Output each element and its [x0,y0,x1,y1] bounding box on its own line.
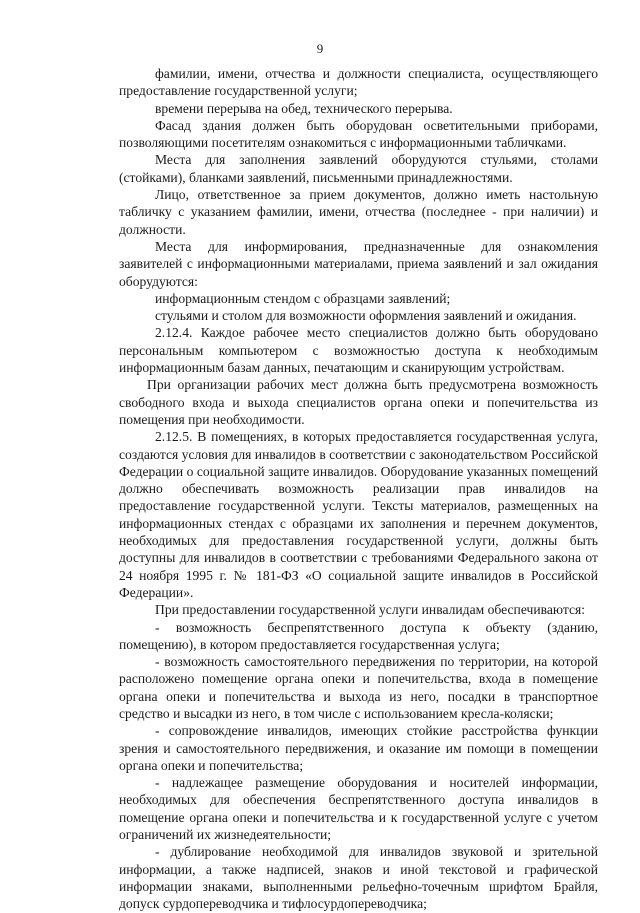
paragraph-list-item-1: фамилии, имени, отчества и должности специалиста, осуществляющего предоставление государственной услуги; [119,66,598,99]
paragraph-responsible-person: Лицо, ответственное за прием документов, должно иметь настольную табличку с указанием фамилии, имени, отчества (последнее - при наличии) и должности. [119,187,598,237]
paragraph-bullet-duplication: - дублирование необходимой для инвалидов звуковой и зрительной информации, а также надписей, знаков и иной текстовой и графической информации знаками, выполненными рельефно-точечным шрифтом Брайля, допуск сурдопереводчика и тифлосурдопереводчика; [119,844,598,912]
paragraph-disabled-provision: При предоставлении государственной услуги инвалидам обеспечиваются: [155,602,586,618]
paragraph-bullet-movement: - возможность самостоятельного передвижения по территории, на которой расположено помещение органа опеки и попечительства, входа в помещение органа опеки и попечительства и выхода из него, посадки в транспортное средство и высадки из него, в том числе с использованием кресла-коляски; [119,654,598,721]
paragraph-bullet-access: - возможность беспрепятственного доступа к объекту (зданию, помещению), в котором предоставляется государственная услуга; [119,619,598,652]
paragraph-bullet-equipment: - надлежащее размещение оборудования и носителей информации, необходимых для обеспечения беспрепятственного доступа инвалидов в помещение органа опеки и попечительства и к государственной услуге с учетом ограничений их жизнедеятельности; [119,775,598,843]
paragraph-2-12-5: 2.12.5. В помещениях, в которых предоставляется государственная услуга, создаются условия для инвалидов в соответствии с законодательством Российской Федерации о социальной защите инвалидов. Оборудование указанных помещений должно обеспечивать возможность реализации прав инвалидов на предоставление государственной услуги. Тексты материалов, размещенных на информационных стендах с образцами их заполнения и перечнем документов, необходимых для предоставления государственной услуги, должны быть доступны для инвалидов в соответствии с требованиями Федерального закона от 24 ноября 1995 г. № 181-ФЗ «О социальной защите инвалидов в Российской Федерации». [119,429,598,600]
page-number: 9 [316,41,324,56]
paragraph-list-item-2: времени перерыва на обед, технического перерыва. [155,100,453,116]
paragraph-chairs-table: стульями и столом для возможности оформления заявлений и ожидания. [155,308,577,324]
paragraph-bullet-escort: - сопровождение инвалидов, имеющих стойкие расстройства функции зрения и самостоятельного передвижения, и оказание им помощи в помещении органа опеки и попечительства; [119,723,598,773]
paragraph-2-12-4: 2.12.4. Каждое рабочее место специалистов должно быть оборудовано персональным компьютером с возможностью доступа к необходимым информационным базам данных, печатающим и сканирующим устройствам. [119,325,598,376]
paragraph-info-stand: информационным стендом с образцами заявлений; [155,290,451,306]
paragraph-workplaces: При организации рабочих мест должна быть предусмотрена возможность свободного входа и выхода специалистов органа опеки и попечительства из помещения при необходимости. [119,377,598,427]
document-body [119,65,598,913]
paragraph-facade: Фасад здания должен быть оборудован осветительными приборами, позволяющими посетителям ознакомиться с информационными табличками. [119,117,598,151]
paragraph-application-places: Места для заполнения заявлений оборудуются стульями, столами (стойками), бланками заявлений, письменными принадлежностями. [119,152,598,185]
paragraph-information-places: Места для информирования, предназначенные для ознакомления заявителей с информационными материалами, приема заявлений и зал ожидания оборудуются: [119,238,598,289]
